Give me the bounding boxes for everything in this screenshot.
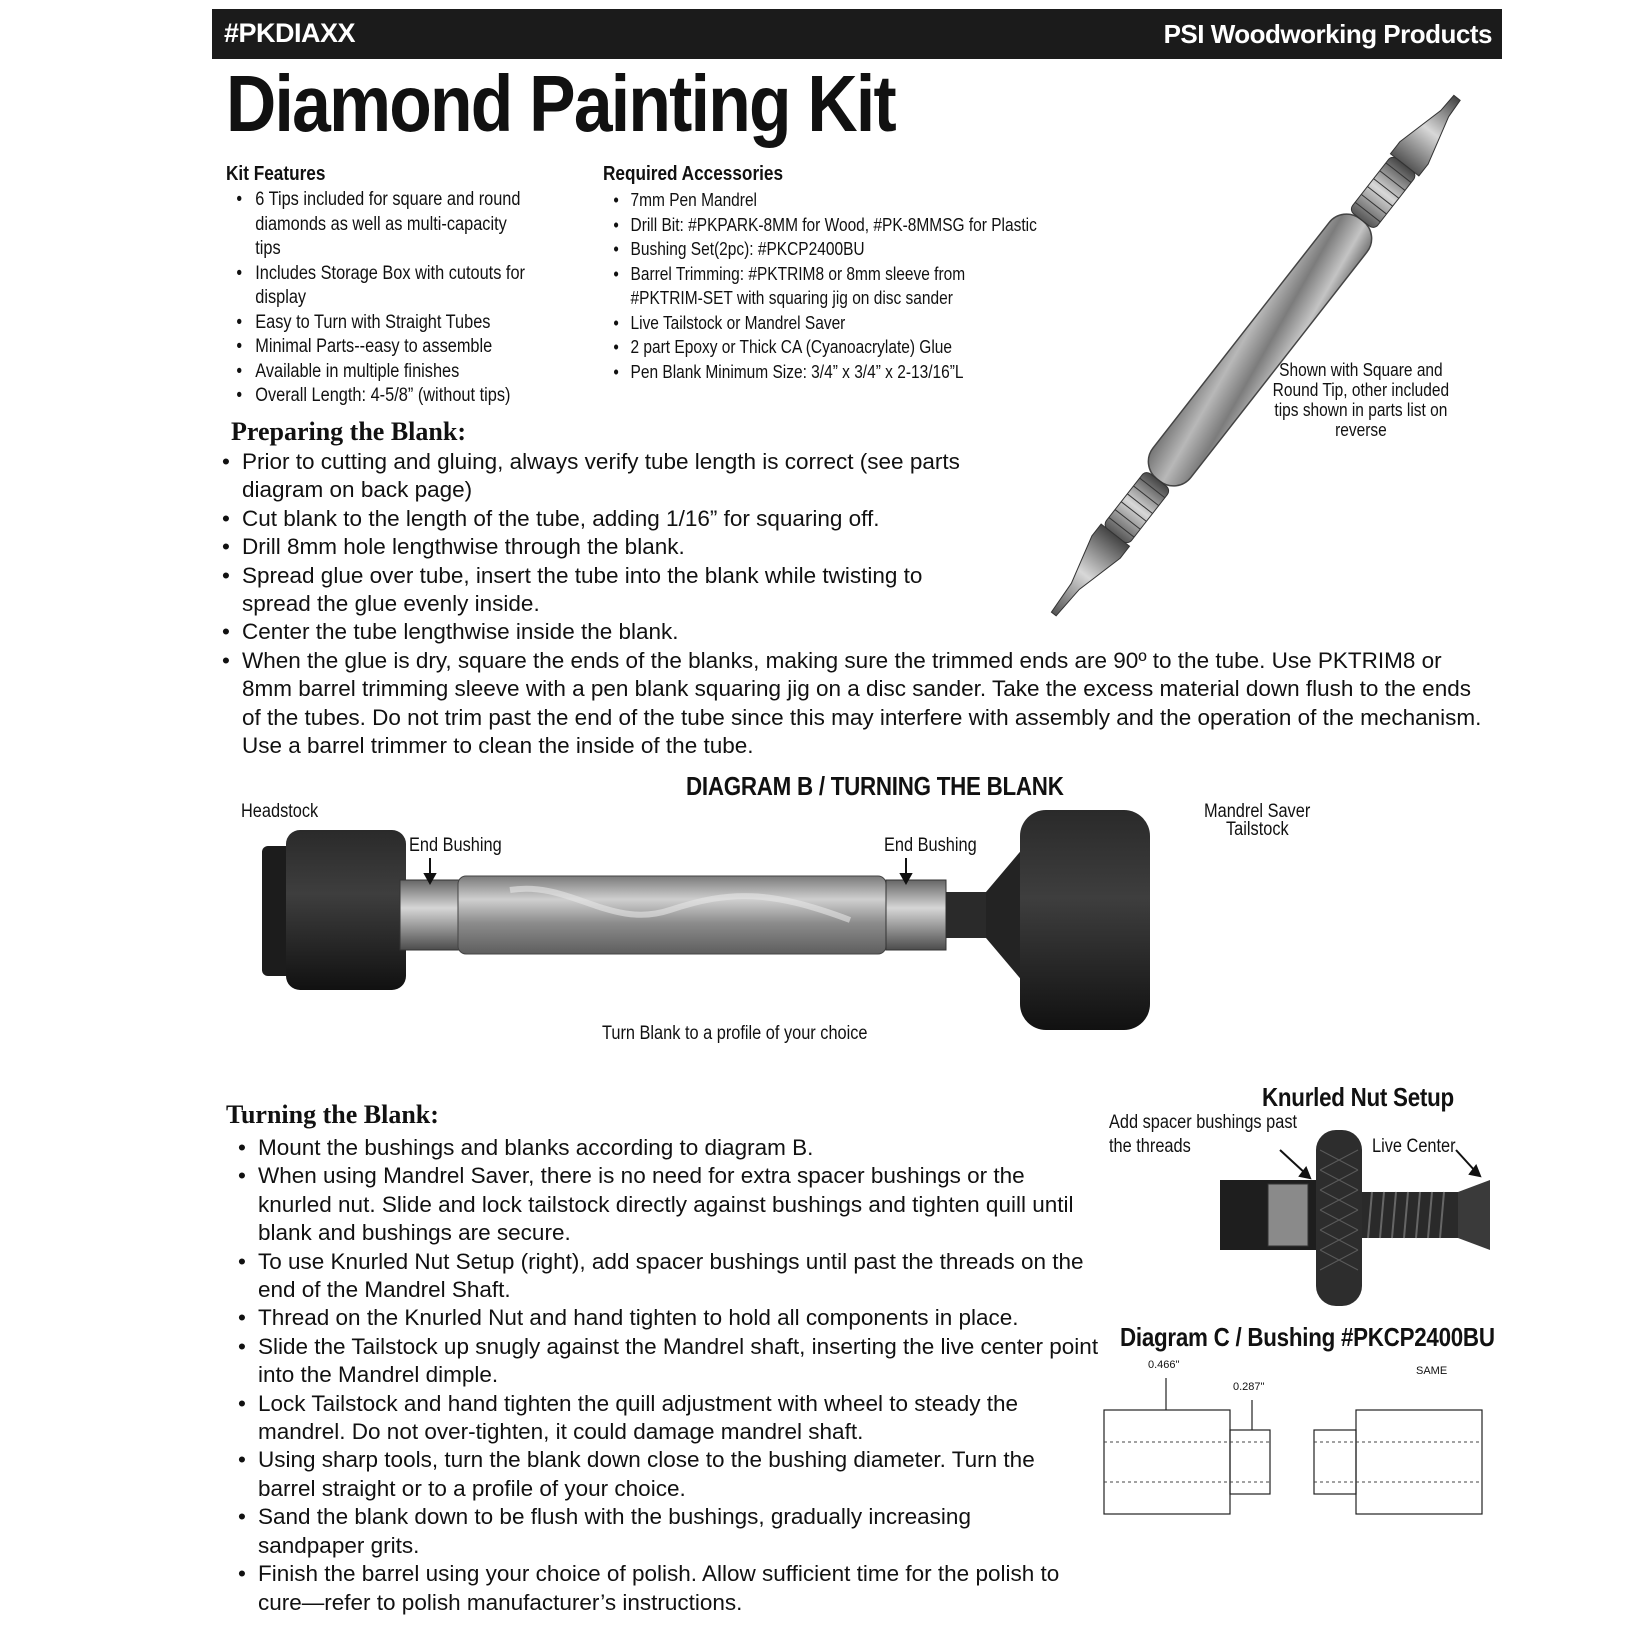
turning-text: Slide the Tailstock up snugly against the Mandrel shaft, inserting the live center point into the Mandrel dimple. <box>258 1333 1099 1388</box>
preparing-text: When the glue is dry, square the ends of the blanks, making sure the trimmed ends are 90º to the tube. Use PKTRIM8 or 8mm barrel trimming sleeve with a pen blank squaring jig on a disc sander. Take the excess material down flush to the ends of the tubes. Do not trim past the end of the tube since this may interfere with assembly and the operation of the mechanism. Use a barrel trimmer to clean the inside of the tube. <box>242 647 1482 759</box>
mandrel-saver-body <box>1020 810 1150 1030</box>
accessory-text: 7mm Pen Mandrel <box>630 190 757 210</box>
dimension-inner: 0.287" <box>1233 1381 1265 1393</box>
diagram-c-illustration <box>1100 1370 1495 1520</box>
kit-feature-text: Overall Length: 4-5/8” (without tips) <box>255 385 511 406</box>
tailstock-label: Tailstock <box>1226 819 1289 840</box>
accessory-text: 2 part Epoxy or Thick CA (Cyanoacrylate) Glue <box>630 337 953 357</box>
kit-features-heading: Kit Features <box>226 163 326 185</box>
accessory-text: Drill Bit: #PKPARK-8MM for Wood, #PK-8MMSG for Plastic <box>630 214 1037 235</box>
diagram-b-caption: Turn Blank to a profile of your choice <box>602 1023 868 1044</box>
end-bushing-left-label: End Bushing <box>409 835 502 856</box>
list-item <box>236 1390 1078 1447</box>
turning-text: To use Knurled Nut Setup (right), add spacer bushings until past the threads on the end of the Mandrel Shaft. <box>258 1248 1084 1303</box>
list-item <box>220 562 982 619</box>
list-item <box>603 213 1037 238</box>
kit-feature-text: Available in multiple finishes <box>255 360 460 382</box>
list-item <box>226 188 529 262</box>
turning-text: Finish the barrel using your choice of polish. Allow sufficient time for the polish to cure—refer to polish manufacturer’s instructions. <box>258 1561 1060 1615</box>
list-item <box>603 262 1037 311</box>
kit-feature-text: Easy to Turn with Straight Tubes <box>255 311 491 333</box>
headstock-label: Headstock <box>241 801 319 822</box>
list-item <box>226 360 529 385</box>
list-item <box>236 1446 1098 1503</box>
dimension-outer: 0.466" <box>1148 1359 1180 1371</box>
bushing-right-large <box>1356 1410 1482 1514</box>
list-item <box>603 188 1037 213</box>
bushing-left-small <box>1230 1430 1270 1494</box>
list-item <box>236 1560 1098 1617</box>
accessory-text: Bushing Set(2pc): #PKCP2400BU <box>630 239 865 259</box>
same-label: SAME <box>1416 1365 1448 1377</box>
preparing-text: Cut blank to the length of the tube, adding 1/16” for squaring off. <box>242 505 880 531</box>
list-item <box>220 647 1492 761</box>
live-center-point <box>1458 1180 1490 1250</box>
product-code: #PKDIAXX <box>224 18 356 48</box>
brand-name: PSI Woodworking Products <box>1163 19 1492 49</box>
list-item <box>226 335 529 360</box>
list-item <box>220 533 1500 561</box>
preparing-list <box>220 448 1500 760</box>
kit-feature-text: Includes Storage Box with cutouts for display <box>255 262 525 308</box>
list-item <box>220 618 1500 646</box>
spacer-bushing <box>1268 1184 1308 1246</box>
pen-square-tip <box>1390 87 1471 176</box>
list-item <box>236 1162 1078 1247</box>
list-item <box>226 262 529 311</box>
turning-text: Mount the bushings and blanks according to diagram B. <box>258 1135 814 1160</box>
list-item <box>603 360 1037 385</box>
knurled-title: Knurled Nut Setup <box>1262 1082 1454 1112</box>
headstock-collet <box>286 830 406 990</box>
turning-heading: Turning the Blank: <box>226 1100 439 1129</box>
accessory-text: Barrel Trimming: #PKTRIM8 or 8mm sleeve from #PKTRIM-SET with squaring jig on disc sander <box>630 263 966 308</box>
list-item <box>220 448 1012 505</box>
turning-text: Lock Tailstock and hand tighten the quill adjustment with wheel to steady the mandrel. Do not over-tighten, it could damage mandrel shaft. <box>258 1390 1019 1445</box>
turning-text: Sand the blank down to be flush with the bushings, gradually increasing sandpaper grits. <box>258 1504 971 1558</box>
mandrel-saver-label: Mandrel Saver <box>1204 801 1311 822</box>
kit-features-list <box>226 188 529 409</box>
knurled-nut-illustration <box>1218 1120 1490 1310</box>
spacer-label-2: the threads <box>1109 1136 1191 1157</box>
preparing-heading: Preparing the Blank: <box>231 417 466 446</box>
bushing-left-large <box>1104 1410 1230 1514</box>
diagram-c-title: Diagram C / Bushing #PKCP2400BU <box>1120 1322 1495 1352</box>
live-center-label: Live Center <box>1372 1136 1456 1157</box>
list-item <box>236 1248 1098 1305</box>
preparing-text: Prior to cutting and gluing, always verify tube length is correct (see parts diagram on back page) <box>242 449 960 503</box>
kit-feature-text: 6 Tips included for square and round diamonds as well as multi-capacity tips <box>255 189 521 259</box>
preparing-text: Drill 8mm hole lengthwise through the blank. <box>242 534 685 560</box>
end-bushing-right-label: End Bushing <box>884 835 977 856</box>
accessories-heading: Required Accessories <box>603 163 784 185</box>
accessory-text: Pen Blank Minimum Size: 3/4” x 3/4” x 2-13/16”L <box>630 361 964 382</box>
list-item <box>236 1503 1048 1560</box>
list-item <box>603 335 1037 360</box>
diagram-b-illustration <box>250 810 1210 1050</box>
turning-list <box>236 1134 1099 1617</box>
accessories-list <box>603 188 1037 384</box>
product-caption: Shown with Square and Round Tip, other included tips shown in parts list on reverse <box>1272 360 1450 440</box>
mandrel-shaft <box>946 892 986 938</box>
spacer-label-1: Add spacer bushings past <box>1109 1112 1298 1133</box>
list-item <box>226 311 529 336</box>
preparing-text: Center the tube lengthwise inside the blank. <box>242 619 679 645</box>
turning-text: Using sharp tools, turn the blank down close to the bushing diameter. Turn the barrel straight or to a profile of your choice. <box>258 1447 1035 1501</box>
accessory-text: Live Tailstock or Mandrel Saver <box>630 312 846 333</box>
list-item <box>603 311 1037 336</box>
page-title: Diamond Painting Kit <box>226 59 895 148</box>
kit-feature-text: Minimal Parts--easy to assemble <box>255 336 493 357</box>
list-item <box>236 1304 1096 1332</box>
preparing-text: Spread glue over tube, insert the tube into the blank while twisting to spread the glue evenly inside. <box>242 562 923 617</box>
list-item <box>236 1333 1118 1390</box>
right-bushing <box>886 880 946 950</box>
bushing-right-small <box>1314 1430 1356 1494</box>
list-item <box>603 237 1037 262</box>
list-item <box>236 1134 1096 1162</box>
left-bushing <box>400 880 460 950</box>
diagram-b-title: DIAGRAM B / TURNING THE BLANK <box>686 771 1064 801</box>
turning-text: Thread on the Knurled Nut and hand tighten to hold all components in place. <box>258 1305 1019 1331</box>
list-item <box>220 505 1500 533</box>
header-bar <box>212 9 1502 59</box>
list-item <box>226 384 529 409</box>
knurled-nut <box>1316 1130 1362 1306</box>
turning-text: When using Mandrel Saver, there is no need for extra spacer bushings or the knurled nut. Slide and lock tailstock directly against bushings and tighten quill until blank and bushings are secure. <box>258 1163 1074 1246</box>
